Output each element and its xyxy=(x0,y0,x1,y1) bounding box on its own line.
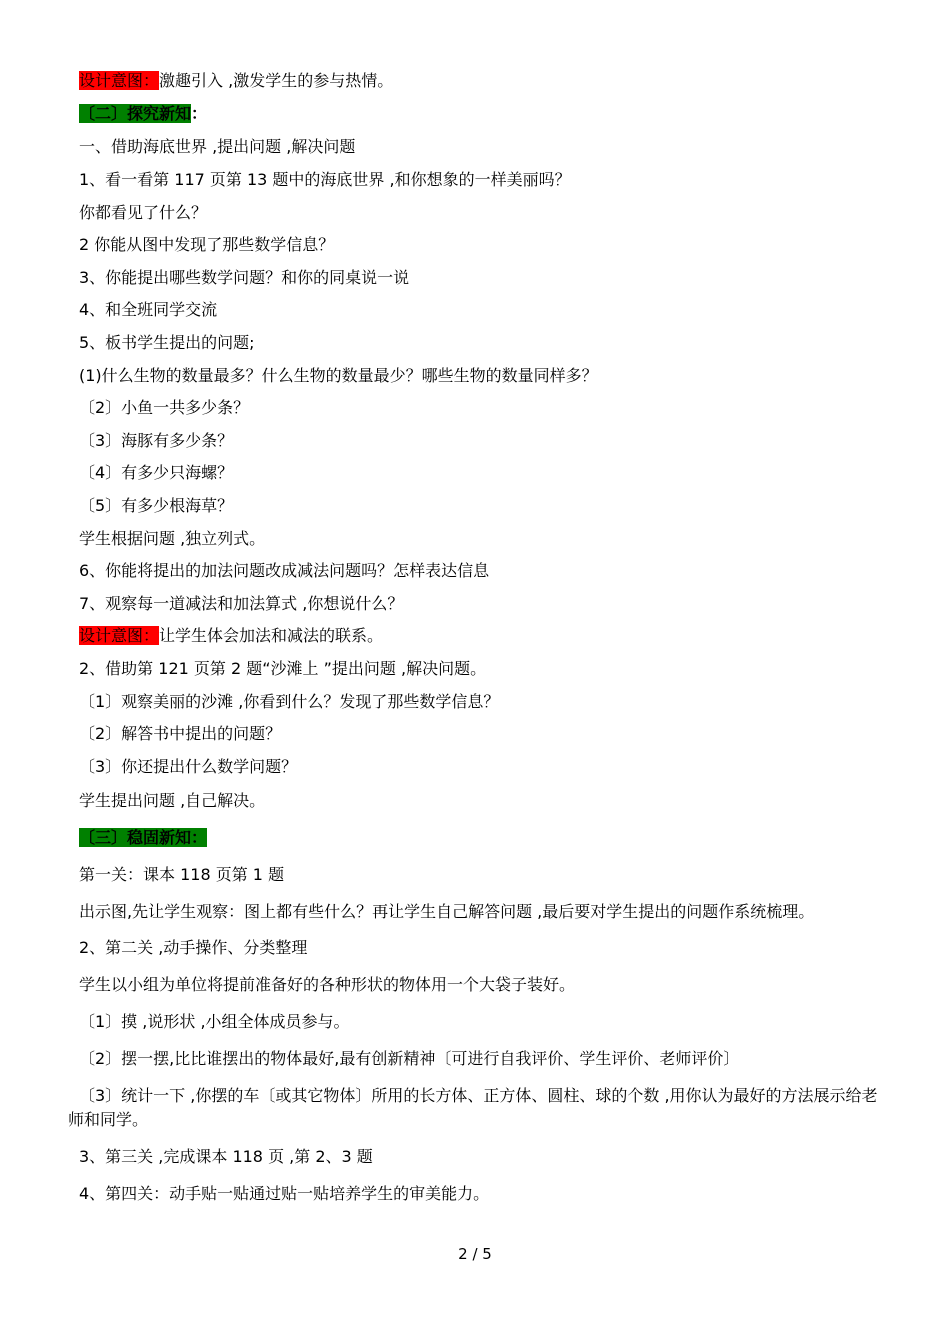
section-heading-explore: 〔二〕探究新知： xyxy=(79,104,208,123)
text-line: 2 你能从图中发现了那些数学信息？ xyxy=(79,235,335,254)
text-line: 出示图,先让学生观察：图上都有些什么？再让学生自己解答问题 ,最后要对学生提出的问题作系统梳理。 xyxy=(79,902,815,921)
design-intent-line-1: 设计意图：激趣引入 ,激发学生的参与热情。 xyxy=(79,71,394,90)
text-line: 〔1〕摸 ,说形状 ,小组全体成员参与。 xyxy=(79,1012,350,1031)
text-line: 你都看见了什么？ xyxy=(79,203,208,222)
text-line: 6、你能将提出的加法问题改成减法问题吗？怎样表达信息 xyxy=(79,561,490,580)
text-line: 3、第三关 ,完成课本 118 页 ,第 2、3 题 xyxy=(79,1147,373,1166)
text-line: 3、你能提出哪些数学问题？和你的同桌说一说 xyxy=(79,268,410,287)
section-heading-label: 〔二〕探究新知 xyxy=(79,104,192,123)
text-line: 5、板书学生提出的问题; xyxy=(79,333,255,352)
page-number: 2 / 5 xyxy=(458,1245,492,1263)
text-line: 〔2〕解答书中提出的问题？ xyxy=(79,724,282,743)
section-heading-consolidate xyxy=(79,828,207,848)
design-intent-line-2: 设计意图：让学生体会加法和减法的联系。 xyxy=(79,626,384,645)
text-line: 〔4〕有多少只海螺？ xyxy=(79,463,234,482)
text-line: 学生提出问题 ,自己解决。 xyxy=(79,791,266,810)
text-line: 第一关：课本 118 页第 1 题 xyxy=(79,865,285,884)
text-line: 2、第二关 ,动手操作、分类整理 xyxy=(79,938,308,957)
text-line: 学生以小组为单位将提前准备好的各种形状的物体用一个大袋子装好。 xyxy=(79,975,576,994)
text-line: 学生根据问题 ,独立列式。 xyxy=(79,529,266,548)
text-line: 〔2〕摆一摆,比比谁摆出的物体最好,最有创新精神〔可进行自我评价、学生评价、老师评价〕 xyxy=(79,1049,740,1068)
text-paragraph: 〔3〕统计一下 ,你摆的车〔或其它物体〕所用的长方体、正方体、圆柱、球的个数 ,用你认为最好的方法展示给老师和同学。 xyxy=(68,1086,878,1129)
design-intent-label: 设计意图： xyxy=(79,626,160,645)
text-line: 1、看一看第 117 页第 13 题中的海底世界 ,和你想象的一样美丽吗？ xyxy=(79,170,571,189)
text-line: 4、第四关：动手贴一贴通过贴一贴培养学生的审美能力。 xyxy=(79,1184,490,1203)
text-line: 7、观察每一道减法和加法算式 ,你想说什么？ xyxy=(79,594,404,613)
text-line: (1)什么生物的数量最多？什么生物的数量最少？哪些生物的数量同样多？ xyxy=(79,366,598,385)
design-intent-label: 设计意图： xyxy=(79,71,160,90)
text-line: 一、借助海底世界 ,提出问题 ,解决问题 xyxy=(79,137,356,156)
text-line: 2、借助第 121 页第 2 题“沙滩上 ”提出问题 ,解决问题。 xyxy=(79,659,487,678)
text-line: 〔3〕你还提出什么数学问题？ xyxy=(79,757,298,776)
section-heading-label: 〔三〕稳固新知： xyxy=(79,828,208,847)
text-line: 4、和全班同学交流 xyxy=(79,300,218,319)
text-line: 〔2〕小鱼一共多少条？ xyxy=(79,398,250,417)
text-line: 〔1〕观察美丽的沙滩 ,你看到什么？发现了那些数学信息？ xyxy=(79,692,500,711)
text-line: 〔5〕有多少根海草？ xyxy=(79,496,234,515)
text-line: 〔3〕海豚有多少条？ xyxy=(79,431,234,450)
